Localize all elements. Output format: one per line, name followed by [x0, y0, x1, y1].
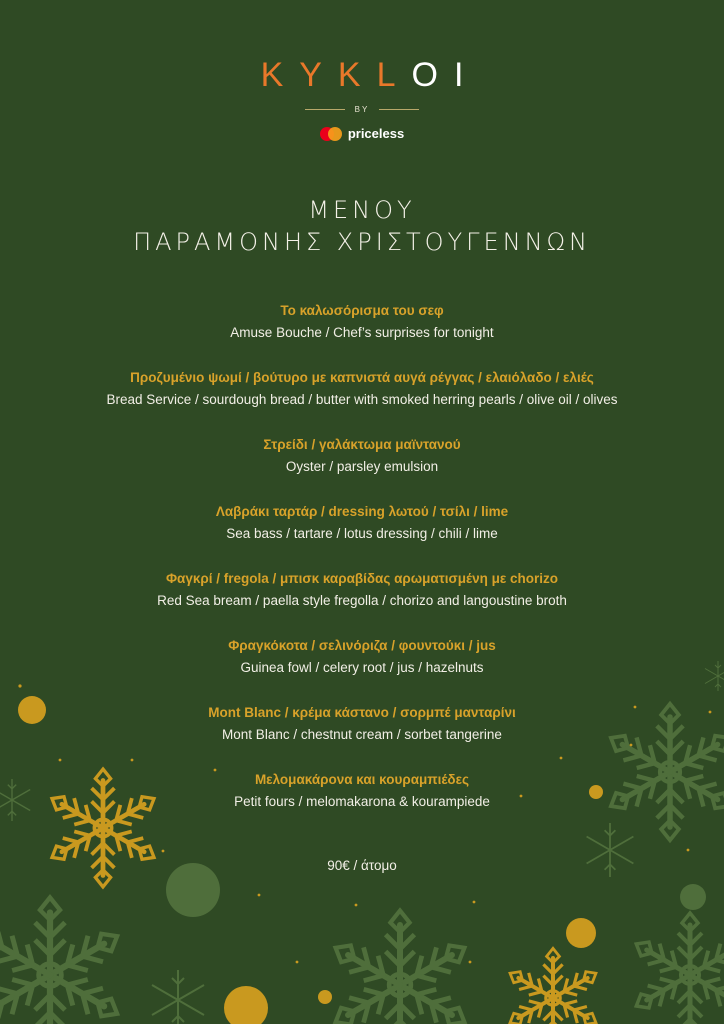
course-greek: Mont Blanc / κρέμα κάστανο / σορμπέ μανταρίνι	[208, 705, 516, 720]
snowflake-icon	[0, 898, 125, 1024]
course-greek: Φαγκρί / fregola / μπισκ καραβίδας αρωματισμένη με chorizo	[165, 571, 559, 586]
divider	[305, 109, 345, 110]
course-greek: Φραγκόκοτα / σελινόριζα / φουντούκι / jus	[228, 638, 496, 653]
course-item	[0, 769, 724, 836]
course-english: Petit fours / melomakarona & kourampiede	[234, 794, 490, 809]
title-line-1: ΜΕΝΟΥ	[308, 196, 416, 224]
brand-orange-letters: KYKL	[260, 56, 412, 94]
course-item	[0, 367, 724, 434]
course-english: Oyster / parsley emulsion	[285, 459, 439, 474]
course-english: Mont Blanc / chestnut cream / sorbet tangerine	[222, 727, 502, 742]
course-english: Guinea fowl / celery root / jus / hazelnuts	[240, 660, 484, 675]
by-row	[0, 105, 724, 114]
snowflake-icon	[505, 948, 601, 1024]
sponsor-name: priceless	[347, 126, 405, 141]
snowflake-icon	[630, 913, 724, 1024]
course-greek: Μελομακάρονα και κουραμπιέδες	[254, 772, 470, 787]
course-english: Amuse Bouche / Chef’s surprises for tonight	[230, 325, 494, 340]
divider	[379, 109, 419, 110]
course-english: Red Sea bream / paella style fregolla / chorizo and langoustine broth	[157, 593, 567, 608]
logo	[0, 56, 724, 141]
course-greek: Το καλωσόρισμα του σεφ	[280, 303, 444, 318]
course-greek: Στρείδι / γαλάκτωμα μαϊντανού	[263, 437, 461, 452]
gold-dot-icon	[318, 990, 332, 1004]
course-item	[0, 300, 724, 367]
sponsor-row	[0, 126, 724, 141]
green-dot-icon	[680, 884, 706, 910]
brand-wordmark	[245, 56, 480, 95]
title-line-2: ΠΑΡΑΜΟΝΗΣ ΧΡΙΣΤΟΥΓΕΝΝΩΝ	[133, 228, 591, 256]
course-english: Bread Service / sourdough bread / butter with smoked herring pearls / olive oil / olives	[106, 392, 618, 407]
by-label: BY	[354, 105, 370, 114]
course-item	[0, 501, 724, 568]
course-greek: Προζυμένιο ψωμί / βούτυρο με καπνιστά αυγά ρέγγας / ελαιόλαδο / ελιές	[130, 370, 594, 385]
price-per-person: 90€ / άτομο	[327, 858, 397, 873]
snowflake-icon	[328, 911, 471, 1024]
course-item	[0, 568, 724, 635]
menu-title	[0, 194, 724, 258]
course-english: Sea bass / tartare / lotus dressing / chili / lime	[226, 526, 498, 541]
course-greek: Λαβράκι ταρτάρ / dressing λωτού / τσίλι / lime	[215, 504, 509, 519]
gold-dot-icon	[224, 986, 268, 1024]
gold-dot-icon	[566, 918, 596, 948]
course-item	[0, 702, 724, 769]
snowflake-icon	[152, 970, 204, 1024]
brand-white-letters: OI	[411, 56, 480, 94]
mastercard-logo-icon	[320, 127, 342, 141]
course-item	[0, 434, 724, 501]
course-list	[0, 300, 724, 836]
course-item	[0, 635, 724, 702]
